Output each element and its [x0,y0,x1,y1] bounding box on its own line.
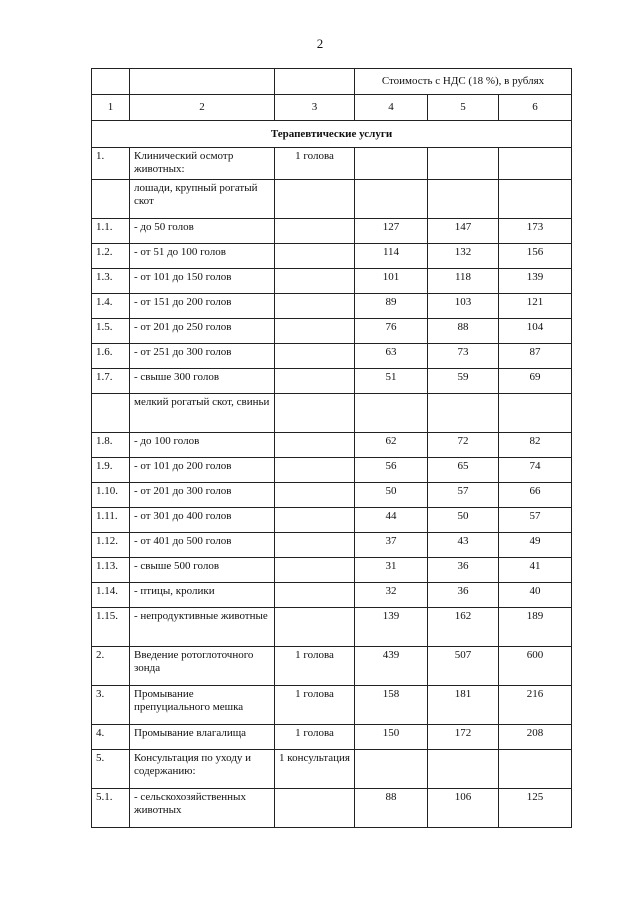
item-number: 1.1. [92,219,130,244]
price-cell-col6: 121 [499,294,572,319]
table-row [92,583,572,608]
service-name: - птицы, кролики [130,583,275,608]
service-name: - от 251 до 300 голов [130,344,275,369]
price-cell-col5: 65 [428,458,499,483]
unit-cell: 1 консультация [275,750,355,789]
item-number [92,394,130,433]
service-name: - до 50 голов [130,219,275,244]
price-cell-col5: 36 [428,583,499,608]
price-cell-col4: 76 [355,319,428,344]
unit-cell [275,319,355,344]
item-number: 1.15. [92,608,130,647]
item-number: 5.1. [92,789,130,828]
section-title: Терапевтические услуги [92,121,572,148]
price-cell-col4: 32 [355,583,428,608]
unit-cell [275,789,355,828]
price-cell-col5 [428,180,499,219]
price-cell-col5: 43 [428,533,499,558]
column-number-row [92,95,572,121]
price-cell-col4: 51 [355,369,428,394]
service-name: лошади, крупный рогатый скот [130,180,275,219]
unit-cell [275,608,355,647]
price-cell-col6 [499,750,572,789]
table-row [92,219,572,244]
unit-cell [275,433,355,458]
service-name: - от 51 до 100 голов [130,244,275,269]
table-row [92,344,572,369]
price-cell-col4: 101 [355,269,428,294]
item-number: 1.11. [92,508,130,533]
unit-cell: 1 голова [275,148,355,180]
item-number: 1.12. [92,533,130,558]
service-name: Консультация по уходу и содержанию: [130,750,275,789]
price-cell-col5: 57 [428,483,499,508]
column-number: 5 [428,95,499,121]
price-cell-col6: 87 [499,344,572,369]
price-cell-col4: 63 [355,344,428,369]
price-cell-col5 [428,750,499,789]
price-cell-col4: 89 [355,294,428,319]
price-cell-col4: 50 [355,483,428,508]
service-name: - непродуктивные животные [130,608,275,647]
unit-cell: 1 голова [275,686,355,725]
price-cell-col4: 114 [355,244,428,269]
table-row [92,647,572,686]
service-name: - свыше 500 голов [130,558,275,583]
price-cell-col4: 56 [355,458,428,483]
unit-cell: 1 голова [275,725,355,750]
unit-cell [275,344,355,369]
price-cell-col6 [499,394,572,433]
price-cell-col6: 189 [499,608,572,647]
price-cell-col5: 132 [428,244,499,269]
price-cell-col4 [355,394,428,433]
table-row [92,458,572,483]
price-cell-col4 [355,148,428,180]
price-cell-col6: 125 [499,789,572,828]
price-cell-col4: 62 [355,433,428,458]
service-name: Клинический осмотр животных: [130,148,275,180]
item-number: 3. [92,686,130,725]
price-cell-col4: 158 [355,686,428,725]
table-row [92,558,572,583]
service-name: - сельскохозяйственных животных [130,789,275,828]
price-cell-col5 [428,394,499,433]
unit-cell [275,458,355,483]
table-row [92,508,572,533]
price-cell-col6 [499,180,572,219]
header-row [92,69,572,95]
item-number: 1.13. [92,558,130,583]
price-cell-col5: 181 [428,686,499,725]
subheader-row [92,180,572,219]
price-cell-col5: 106 [428,789,499,828]
service-name: мелкий рогатый скот, свиньи [130,394,275,433]
section-row [92,121,572,148]
price-cell-col4 [355,750,428,789]
page-number: 2 [316,36,324,51]
item-number: 1.2. [92,244,130,269]
price-cell-col6: 156 [499,244,572,269]
table-row [92,533,572,558]
item-number: 1.10. [92,483,130,508]
service-name: - от 301 до 400 голов [130,508,275,533]
unit-cell [275,508,355,533]
table-row [92,725,572,750]
table-row [92,148,572,180]
price-cell-col5: 73 [428,344,499,369]
price-cell-col6: 208 [499,725,572,750]
unit-cell [275,558,355,583]
price-cell-col5: 172 [428,725,499,750]
unit-cell [275,269,355,294]
service-name: - от 201 до 250 голов [130,319,275,344]
item-number: 1.7. [92,369,130,394]
header-cell-unit [275,69,355,95]
price-cell-col4: 37 [355,533,428,558]
price-cell-col6: 66 [499,483,572,508]
table-row [92,750,572,789]
service-name: - до 100 голов [130,433,275,458]
service-name: - свыше 300 голов [130,369,275,394]
price-cell-col4: 139 [355,608,428,647]
price-cell-col5 [428,148,499,180]
price-table [91,68,572,828]
unit-cell [275,219,355,244]
service-name: Промывание влагалища [130,725,275,750]
price-cell-col5: 147 [428,219,499,244]
table-row [92,789,572,828]
table-row [92,433,572,458]
item-number: 1.3. [92,269,130,294]
unit-cell: 1 голова [275,647,355,686]
item-number: 1.14. [92,583,130,608]
column-number: 2 [130,95,275,121]
price-cell-col6: 49 [499,533,572,558]
price-cell-col5: 162 [428,608,499,647]
unit-cell [275,244,355,269]
service-name: - от 401 до 500 голов [130,533,275,558]
subheader-row [92,394,572,433]
price-cell-col6: 104 [499,319,572,344]
item-number: 1.6. [92,344,130,369]
column-number: 4 [355,95,428,121]
column-number: 3 [275,95,355,121]
price-cell-col5: 72 [428,433,499,458]
table-row [92,483,572,508]
item-number: 1. [92,148,130,180]
price-cell-col5: 36 [428,558,499,583]
header-cell-name [130,69,275,95]
price-cell-col4 [355,180,428,219]
price-cell-col6: 69 [499,369,572,394]
table-row [92,608,572,647]
table-row [92,294,572,319]
price-cell-col6: 74 [499,458,572,483]
price-cell-col6: 40 [499,583,572,608]
unit-cell [275,394,355,433]
service-name: - от 201 до 300 голов [130,483,275,508]
item-number: 5. [92,750,130,789]
unit-cell [275,483,355,508]
price-cell-col4: 31 [355,558,428,583]
price-cell-col5: 103 [428,294,499,319]
price-cell-col6: 216 [499,686,572,725]
service-name: - от 101 до 200 голов [130,458,275,483]
price-cell-col6: 82 [499,433,572,458]
price-cell-col5: 50 [428,508,499,533]
service-name: - от 151 до 200 голов [130,294,275,319]
header-cell-number [92,69,130,95]
price-cell-col6: 41 [499,558,572,583]
column-number: 6 [499,95,572,121]
price-cell-col6: 173 [499,219,572,244]
service-name: - от 101 до 150 голов [130,269,275,294]
price-cell-col6 [499,148,572,180]
price-cell-col5: 118 [428,269,499,294]
unit-cell [275,180,355,219]
price-cell-col6: 57 [499,508,572,533]
price-cell-col5: 507 [428,647,499,686]
item-number: 1.9. [92,458,130,483]
price-cell-col4: 44 [355,508,428,533]
table-row [92,319,572,344]
price-cell-col4: 439 [355,647,428,686]
unit-cell [275,583,355,608]
service-name: Введение ротоглоточного зонда [130,647,275,686]
table-row [92,369,572,394]
item-number: 2. [92,647,130,686]
price-cell-col5: 59 [428,369,499,394]
unit-cell [275,369,355,394]
price-cell-col6: 139 [499,269,572,294]
unit-cell [275,294,355,319]
price-cell-col6: 600 [499,647,572,686]
service-name: Промывание препуциального мешка [130,686,275,725]
item-number: 1.5. [92,319,130,344]
price-cell-col4: 88 [355,789,428,828]
column-number: 1 [92,95,130,121]
price-caption: Стоимость с НДС (18 %), в рублях [355,69,572,95]
item-number: 4. [92,725,130,750]
price-cell-col5: 88 [428,319,499,344]
table-row [92,244,572,269]
unit-cell [275,533,355,558]
price-cell-col4: 127 [355,219,428,244]
table-row [92,269,572,294]
table-row [92,686,572,725]
item-number [92,180,130,219]
item-number: 1.4. [92,294,130,319]
price-cell-col4: 150 [355,725,428,750]
item-number: 1.8. [92,433,130,458]
